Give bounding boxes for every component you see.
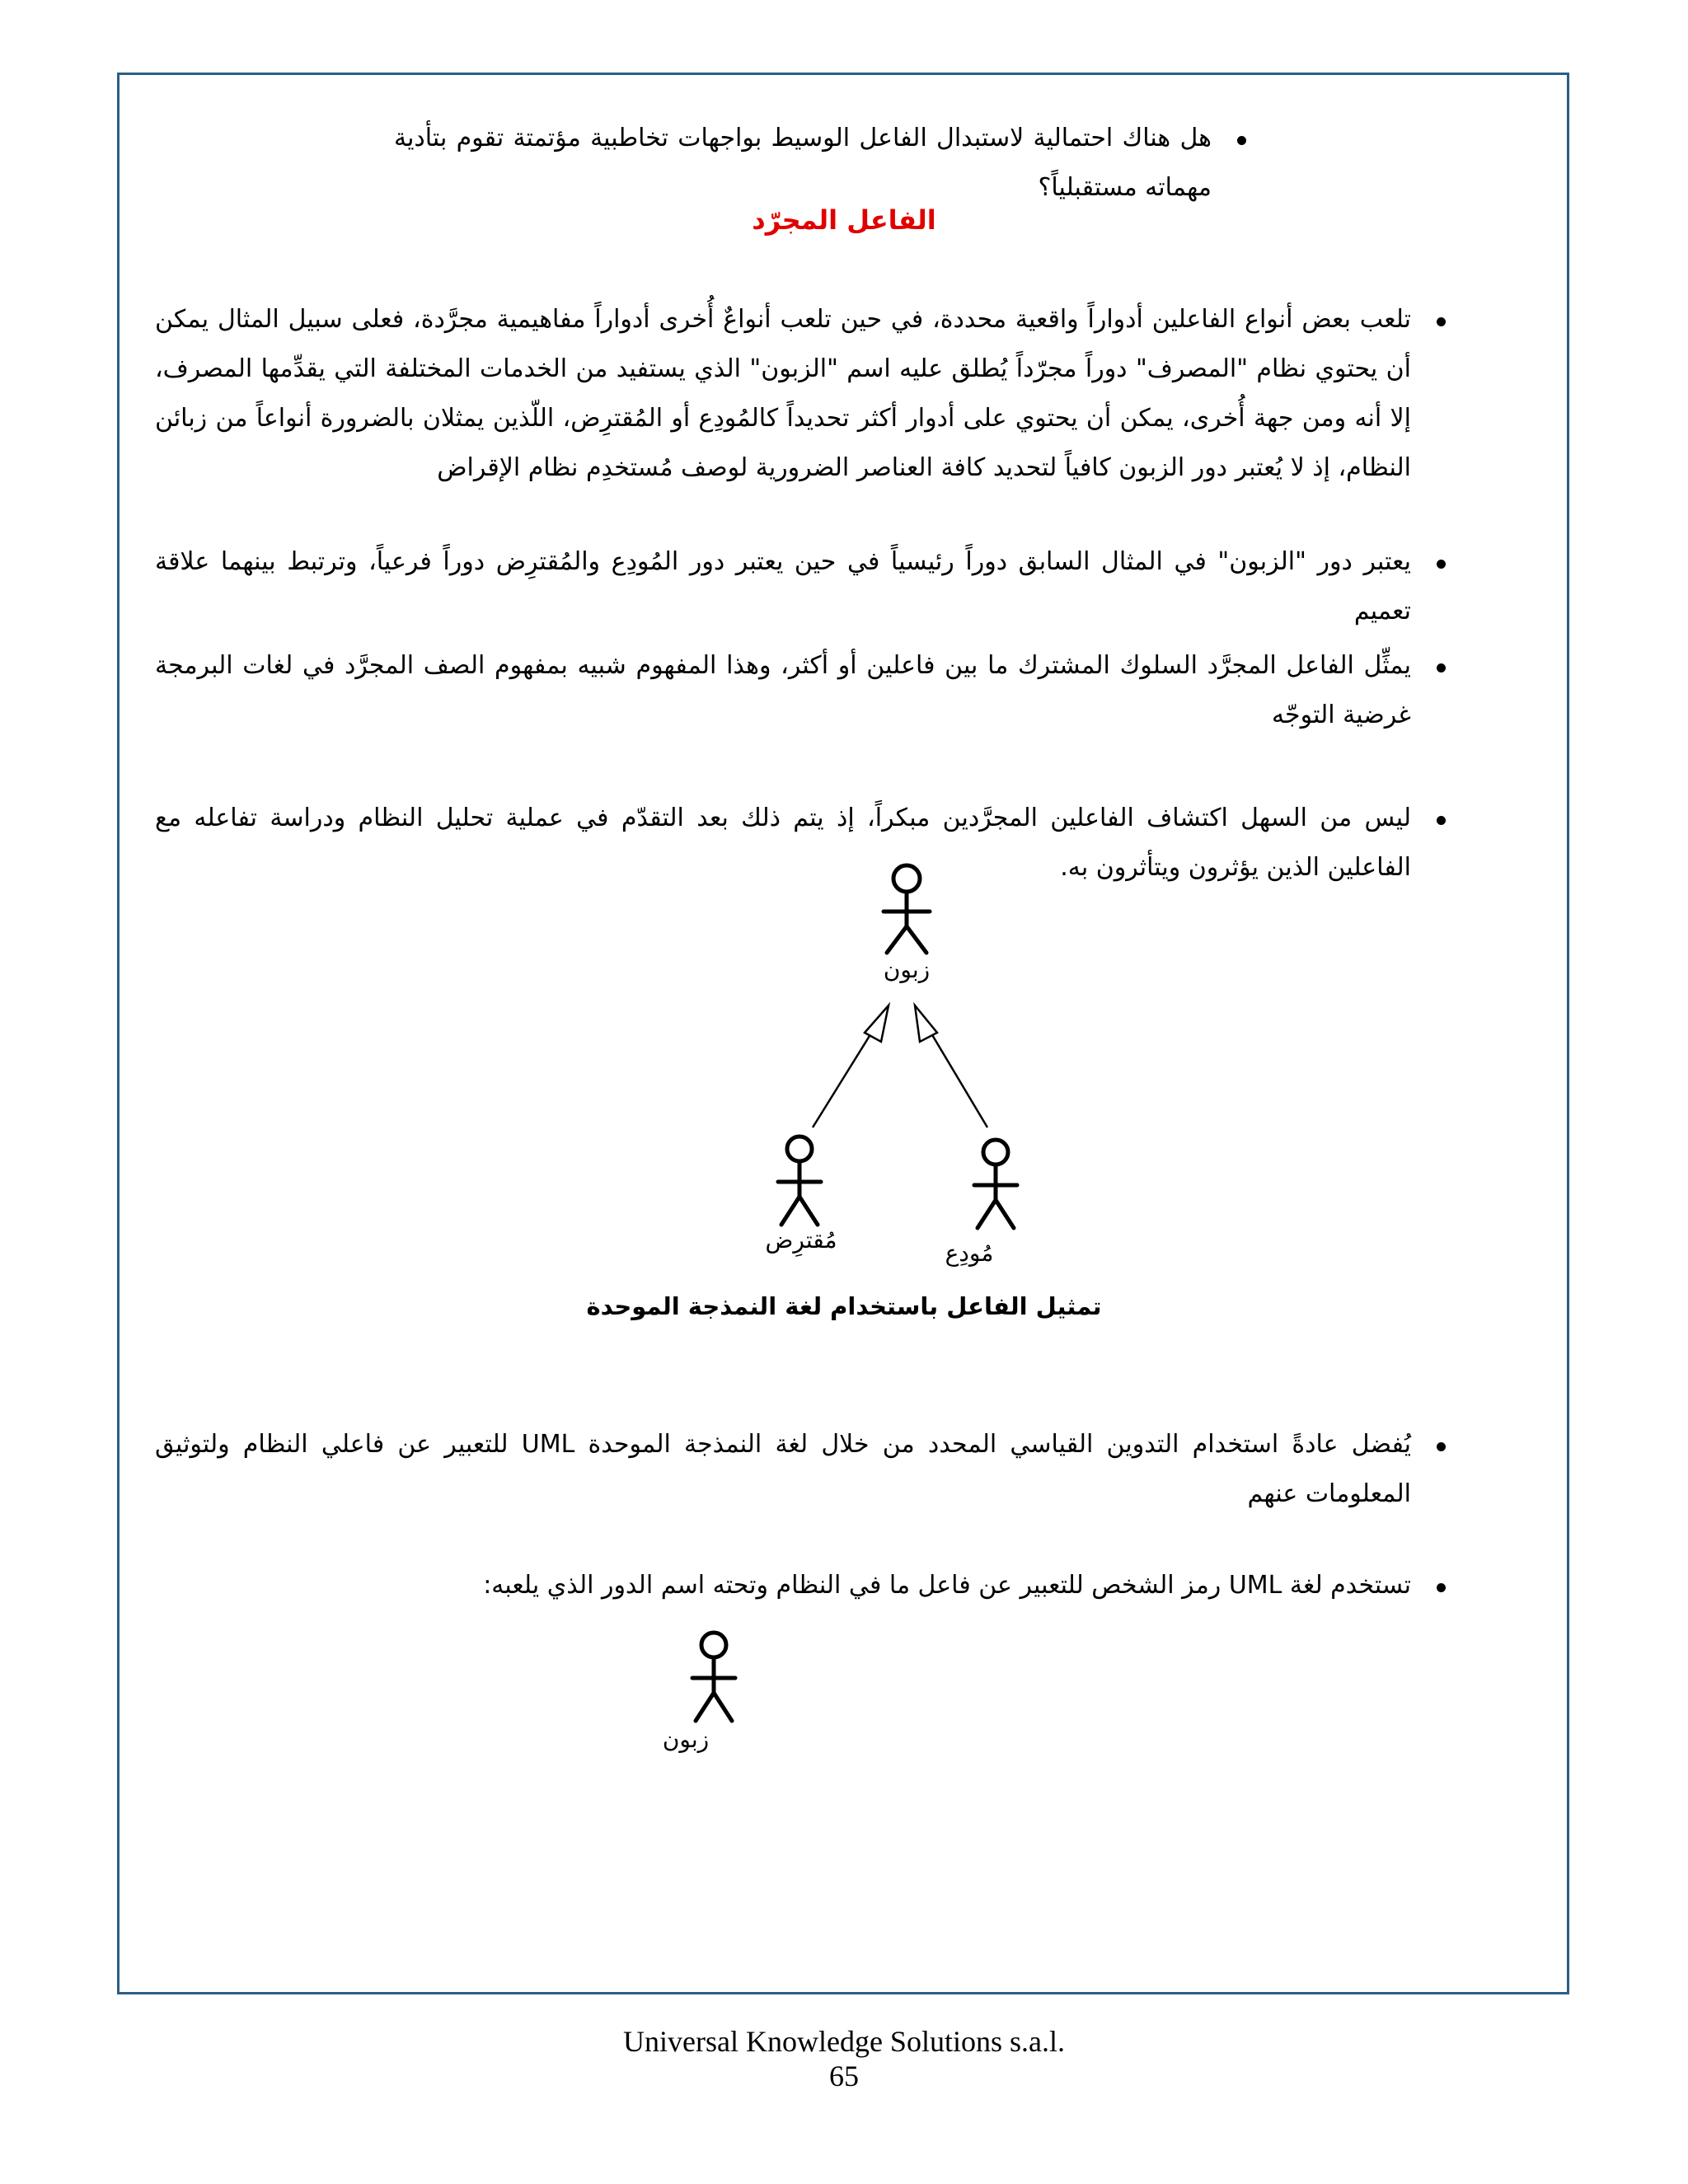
generalization-arrow-left: [813, 1005, 889, 1127]
bullet-abstract-roles: تلعب بعض أنواع الفاعلين أدواراً واقعية محددة، في حين تلعب أنواعٌ أُخرى أدواراً مفاهيمية مجرَّدة، فعلى سبيل المثال يمكن أن يحتوي نظام "المصرف" دوراً مجرّداً يُطلق عليه اسم "الزبون" الذي يستفيد من الخدمات المختلفة التي يقدِّمها المصرف، إلا أنه ومن جهة أُخرى، يمكن أن يحتوي على أدوار أكثر تحديداً كالمُودِع أو المُقترِض، اللّذين يمثلان بالضرورة أنواعاً من زبائن النظام، إذ لا يُعتبر دور الزبون كافياً لتحديد كافة العناصر الضرورية لوصف مُستخدِم نظام الإقراض: [155, 295, 1451, 493]
single-actor-label: زبون: [662, 1726, 710, 1753]
bullet-uml-notation: يُفضل عادةً استخدام التدوين القياسي المحدد من خلال لغة النمذجة الموحدة UML للتعبير عن فاعلي النظام ولتوثيق المعلومات عنهم: [155, 1420, 1451, 1519]
depositor-actor-label: مُودِع: [945, 1240, 994, 1267]
footer-company: Universal Knowledge Solutions s.a.l.: [623, 2025, 1065, 2058]
diagram-caption: تمثيل الفاعل باستخدام لغة النمذجة الموحدة: [586, 1292, 1102, 1320]
parent-actor-icon: [884, 865, 930, 953]
bullet-automation-question: هل هناك احتمالية لاستبدال الفاعل الوسيط بواجهات تخاطبية مؤتمتة تقوم بتأدية مهماته مستقبلياً؟: [394, 114, 1251, 213]
bullet-uml-person-symbol: تستخدم لغة UML رمز الشخص للتعبير عن فاعل ما في النظام وتحته اسم الدور الذي يلعبه:: [280, 1561, 1451, 1610]
bullet-discovery: ليس من السهل اكتشاف الفاعلين المجرَّدين مبكراً، إذ يتم ذلك بعد التقدّم في عملية تحليل النظام ودراسة تفاعله مع الفاعلين الذين يؤثرون ويتأثرون به.: [155, 794, 1451, 893]
depositor-actor-icon: [974, 1140, 1017, 1228]
parent-actor-label: زبون: [883, 956, 931, 983]
bullet-generalization: يعتبر دور "الزبون" في المثال السابق دوراً رئيسياً في حين يعتبر دور المُودِع والمُقترِض دوراً فرعياً، وترتبط بينهما علاقة تعميم: [155, 537, 1451, 636]
single-actor-icon: [692, 1633, 735, 1721]
borrower-actor-label: مُقترِض: [765, 1226, 837, 1254]
footer-page-number: 65: [829, 2060, 859, 2093]
borrower-actor-icon: [778, 1137, 821, 1225]
bullet-abstract-class: يمثِّل الفاعل المجرَّد السلوك المشترك ما بين فاعلين أو أكثر، وهذا المفهوم شبيه بمفهوم الصف المجرَّد في لغات البرمجة غرضية التوجّه: [155, 641, 1451, 740]
section-heading: الفاعل المجرّد: [752, 204, 936, 236]
generalization-arrow-right: [915, 1005, 987, 1127]
